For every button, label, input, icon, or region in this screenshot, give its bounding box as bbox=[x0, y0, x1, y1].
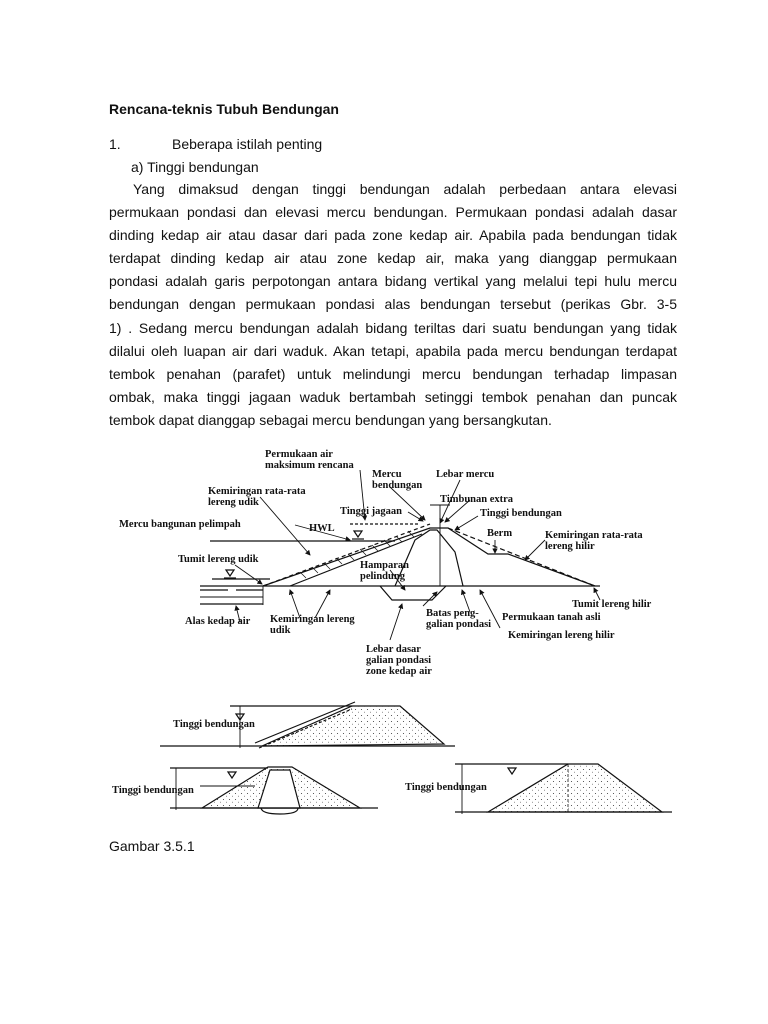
label-bendungan: bendungan bbox=[372, 480, 423, 491]
label-tumit-lereng-hilir: Tumit lereng hilir bbox=[572, 599, 652, 610]
label-hamparan: Hamparan bbox=[360, 560, 410, 571]
paragraph-line: tembok penahan (parafet) untuk melindungi mercu bendungan terhadap limpasan bbox=[109, 365, 677, 382]
paragraph-line: 1) . Sedang mercu bendungan adalah bidang teriltas dari suatu bendungan yang tidak bbox=[109, 319, 677, 336]
label-udik: udik bbox=[270, 625, 291, 636]
small-label-2: Tinggi bendungan bbox=[112, 785, 194, 796]
paragraph-line: Yang dimaksud dengan tinggi bendungan adalah perbedaan antara elevasi bbox=[133, 181, 677, 197]
paragraph-line: tembok dapat dianggap sebagai mercu bendungan yang bersangkutan. bbox=[109, 411, 552, 428]
small-dam-diagram-1 bbox=[160, 702, 455, 748]
label-permukaan-tanah-asli: Permukaan tanah asli bbox=[502, 612, 601, 623]
paragraph-line: dinding kedap air atau dasar dari pada zone kedap air. Apabila pada bendungan tidak bbox=[109, 227, 677, 244]
document-title: Rencana-teknis Tubuh Bendungan bbox=[109, 101, 339, 117]
small-label-1: Tinggi bendungan bbox=[173, 719, 255, 730]
label-maksimum-rencana: maksimum rencana bbox=[265, 460, 354, 471]
paragraph-line: permukaan pondasi dan elevasi mercu bendungan. Permukaan pondasi adalah dasar bbox=[109, 204, 677, 221]
label-kemiringan-rata-rata-hilir: Kemiringan rata-rata bbox=[545, 530, 643, 541]
section-number: 1. bbox=[109, 136, 121, 152]
label-galian-pondasi-2: galian pondasi bbox=[366, 655, 432, 666]
label-lebar-mercu: Lebar mercu bbox=[436, 469, 495, 480]
core-trench bbox=[408, 586, 446, 600]
core-zone bbox=[395, 530, 463, 586]
label-batas-penggalian: Batas peng- bbox=[426, 608, 479, 619]
figure-caption: Gambar 3.5.1 bbox=[109, 838, 195, 854]
label-lereng-hilir: lereng hilir bbox=[545, 541, 595, 552]
label-kemiringan-lereng-hilir: Kemiringan lereng hilir bbox=[508, 630, 615, 641]
paragraph-line: pondasi adalah garis perpotongan antara bidang vertikal yang melalui tepi hulu mercu bbox=[109, 273, 677, 290]
small-label-3: Tinggi bendungan bbox=[405, 782, 487, 793]
label-zone-kedap-air: zone kedap air bbox=[366, 666, 432, 677]
label-lereng-udik: lereng udik bbox=[208, 497, 259, 508]
small-dam-diagram-3 bbox=[405, 764, 672, 814]
label-lebar-dasar: Lebar dasar bbox=[366, 644, 421, 655]
label-kemiringan-lereng: Kemiringan lereng bbox=[270, 614, 355, 625]
label-kemiringan-rata-rata: Kemiringan rata-rata bbox=[208, 486, 306, 497]
label-alas-kedap-air: Alas kedap air bbox=[185, 616, 251, 627]
paragraph-line: ombak, maka tinggi jagaan waduk bertambah setinggi tembok penahan dan puncak bbox=[109, 388, 677, 405]
small-dam-diagram-2 bbox=[112, 767, 378, 814]
paragraph-line: dilalui oleh luapan air dari waduk. Akan tetapi, apabila pada mercu bendungan terdapat bbox=[109, 342, 677, 359]
paragraph-line: terdapat dinding kedap air atau zone kedap air, maka yang dianggap permukaan bbox=[109, 250, 677, 267]
label-galian-pondasi: galian pondasi bbox=[426, 619, 492, 630]
paragraph-line: bendungan dengan permukaan pondasi alas bendungan tersebut (perikas Gbr. 3-5 bbox=[109, 296, 677, 313]
label-mercu-bangunan-pelimpah: Mercu bangunan pelimpah bbox=[119, 519, 241, 530]
label-tinggi-bendungan: Tinggi bendungan bbox=[480, 508, 562, 519]
label-pelindung: pelindung bbox=[360, 571, 405, 582]
label-permukaan-air: Permukaan air bbox=[265, 449, 333, 460]
subsection-title: a) Tinggi bendungan bbox=[131, 159, 259, 175]
label-timbunan-extra: Timbunan extra bbox=[440, 494, 514, 505]
label-tinggi-jagaan: Tinggi jagaan bbox=[340, 506, 402, 517]
label-hwl: HWL bbox=[309, 523, 335, 534]
label-mercu: Mercu bbox=[372, 469, 402, 480]
section-title: Beberapa istilah penting bbox=[172, 136, 323, 152]
label-tumit-lereng-udik: Tumit lereng udik bbox=[178, 554, 259, 565]
label-berm: Berm bbox=[487, 528, 513, 539]
main-diagram-labels bbox=[119, 449, 652, 677]
